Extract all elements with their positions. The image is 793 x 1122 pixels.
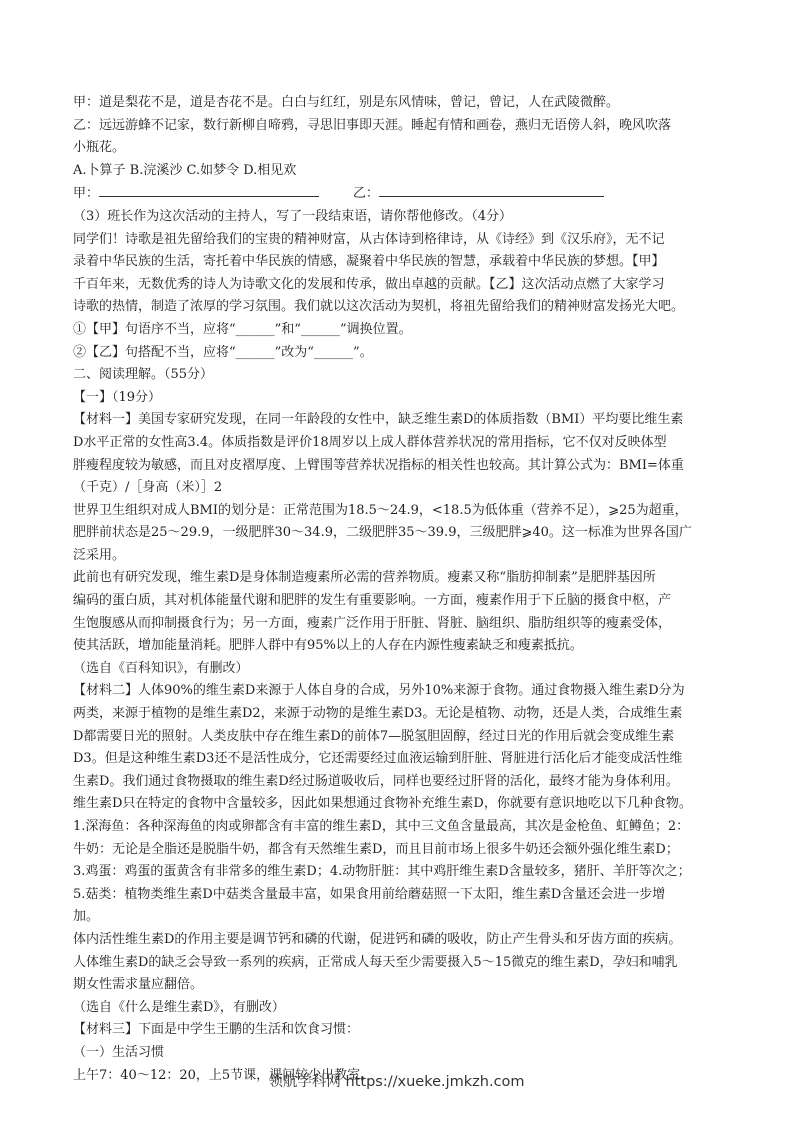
material-2-line: 3.鸡蛋：鸡蛋的蛋黄含有非常多的维生素D；4.动物肝脏：其中鸡肝维生素D含量较多，猪肝、羊肝等次之； xyxy=(73,864,691,880)
material-2-line: 生素D。我们通过食物摄取的维生素D经过肠道吸收后，同样也要经过肝肾的活化，最终才能为身体利用。 xyxy=(73,773,679,789)
material-2-line: 牛奶：无论是全脂还是脱脂牛奶，都含有天然维生素D，而且目前市场上很多牛奶还会额外强化维生素D； xyxy=(73,841,679,857)
material-3-line: 上午7：40～12：20，上5节课，课间较少出教室。 xyxy=(73,1067,374,1083)
answer-options: A.卜算子 B.浣溪沙 C.如梦令 D.相见欢 xyxy=(73,162,297,178)
material-2-line: 期女性需求量应翻倍。 xyxy=(73,977,204,993)
material-2-line: 加。 xyxy=(73,909,100,925)
q3-paragraph-line: 同学们！诗歌是祖先留给我们的宝贵的精神财富，从古体诗到格律诗，从《诗经》到《汉乐府》，无不记 xyxy=(73,231,665,247)
material-1-line: 【材料一】美国专家研究发现，在同一年龄段的女性中，缺乏维生素D的体质指数（BMI）平均要比维生素 xyxy=(73,412,684,428)
material-1-line: 世界卫生组织对成人BMI的划分是：正常范围为18.5～24.9，<18.5为低体重（营养不足），⩾25为超重， xyxy=(73,502,688,518)
q3-item-1: ①【甲】句语序不当，应将“______”和“______”调换位置。 xyxy=(73,321,412,337)
section-2-title: 二、阅读理解。（55分） xyxy=(73,367,214,383)
material-1-line: D水平正常的女性高3.4。体质指数是评价18周岁以上成人群体营养状况的常用指标，它不仅对反映体型 xyxy=(73,434,667,450)
part-1-title: 【一】（19分） xyxy=(73,389,162,405)
material-1-line: （千克）/［身高（米）］2 xyxy=(73,480,223,496)
footer-watermark: 领航学科网 https://xueke.jmkzh.com xyxy=(268,1074,525,1090)
answer-blanks-row xyxy=(73,182,725,206)
poem-yi: 乙：远远游蜂不记家，数行新柳自啼鸦，寻思旧事即天涯。睡起有情和画卷，燕归无语傍人斜，晚风吹落 xyxy=(73,117,672,133)
material-2-line: 5.菇类：植物类维生素D中菇类含量最丰富，如果食用前给蘑菇照一下太阳，维生素D含量还会进一步增 xyxy=(73,886,666,902)
material-1-line: 胖瘦程度较为敏感，而且对皮褶厚度、上臂围等营养状况指标的相关性也较高。其计算公式为：BMI=体重 xyxy=(73,457,684,473)
material-2-line: D都需要日光的照射。人类皮肤中存在维生素D的前体7—脱氢胆固醇，经过日光的作用后就会变成维生素 xyxy=(73,728,675,744)
material-1-line: 肥胖前状态是25～29.9，一级肥胖30～34.9，二级肥胖35～39.9，三级肥胖⩾40。这一标准为世界各国广 xyxy=(73,525,692,541)
answer-yi-label: 乙： xyxy=(353,186,380,202)
material-1-line: 编码的蛋白质，其对机体能量代谢和肥胖的发生有重要影响。一方面，瘦素作用于下丘脑的摄食中枢，产 xyxy=(73,593,672,609)
material-2-line: 1.深海鱼：各种深海鱼的肉或卵都含有丰富的维生素D，其中三文鱼含量最高，其次是金枪鱼、虹鳟鱼；2： xyxy=(73,819,690,834)
answer-jia-label: 甲： xyxy=(73,186,100,202)
material-2-line: 两类，来源于植物的是维生素D2，来源于动物的是维生素D3。无论是植物、动物，还是人类，合成维生素 xyxy=(73,706,683,722)
q3-paragraph-line: 千百年来，无数优秀的诗人为诗歌文化的发展和传承，做出卓越的贡献。【乙】这次活动点燃了大家学习 xyxy=(73,276,665,292)
material-2-line: D3。但是这种维生素D3还不是活性成分，它还需要经过血液运输到肝脏、肾脏进行活化后才能变成活性维 xyxy=(73,751,683,767)
material-3-subtitle: （一）生活习惯 xyxy=(73,1044,165,1060)
material-3-title: 【材料三】下面是中学生王鹏的生活和饮食习惯： xyxy=(73,1022,360,1038)
q3-item-2: ②【乙】句搭配不当，应将“______”改为“______”。 xyxy=(73,344,373,360)
material-1-line: 泛采用。 xyxy=(73,547,126,563)
material-2-line: 【材料二】人体90%的维生素D来源于人体自身的合成，另外10%来源于食物。通过食物摄入维生素D分为 xyxy=(73,683,685,699)
q3-paragraph-line: 录着中华民族的生活，寄托着中华民族的情感，凝聚着中华民族的智慧，承载着中华民族的梦想。【甲】 xyxy=(73,254,665,270)
material-1-line: 此前也有研究发现，维生素D是身体制造瘦素所必需的营养物质。瘦素又称“脂肪抑制素”是肥胖基因所 xyxy=(73,570,656,586)
q3-title: （3）班长作为这次活动的主持人，写了一段结束语，请你帮他修改。（4分） xyxy=(73,208,513,224)
material-2-line: 维生素D只在特定的食物中含量较多，因此如果想通过食物补充维生素D，你就要有意识地吃以下几种食物。 xyxy=(73,796,692,812)
material-2-line: 人体维生素D的缺乏会导致一系列的疾病，正常成人每天至少需要摄入5～15微克的维生素D，孕妇和哺乳 xyxy=(73,954,678,970)
answer-yi-blank xyxy=(379,182,604,197)
material-1-line: 使其活跃，增加能量消耗。肥胖人群中有95%以上的人存在内源性瘦素缺乏和瘦素抵抗。 xyxy=(73,638,583,654)
material-1-line: 生饱腹感从而抑制摄食行为；另一方面，瘦素广泛作用于肝脏、肾脏、脑组织、脂肪组织等的瘦素受体， xyxy=(73,615,672,631)
answer-jia-blank xyxy=(99,182,319,197)
material-2-line: 体内活性维生素D的作用主要是调节钙和磷的代谢，促进钙和磷的吸收，防止产生骨头和牙齿方面的疾病。 xyxy=(73,931,682,947)
document-page xyxy=(73,92,725,1087)
q3-paragraph-line: 诗歌的热情，制造了浓厚的学习氛围。我们就以这次活动为契机，将祖先留给我们的精神财富发扬光大吧。 xyxy=(73,299,685,315)
poem-yi-continued: 小瓶花。 xyxy=(73,140,126,156)
material-1-source: （选自《百科知识》，有删改） xyxy=(73,660,249,676)
material-2-source: （选自《什么是维生素D》，有删改） xyxy=(73,999,285,1015)
poem-jia: 甲：道是梨花不是，道是杏花不是。白白与红红，别是东风情味，曾记，曾记，人在武陵微醉。 xyxy=(73,95,620,110)
